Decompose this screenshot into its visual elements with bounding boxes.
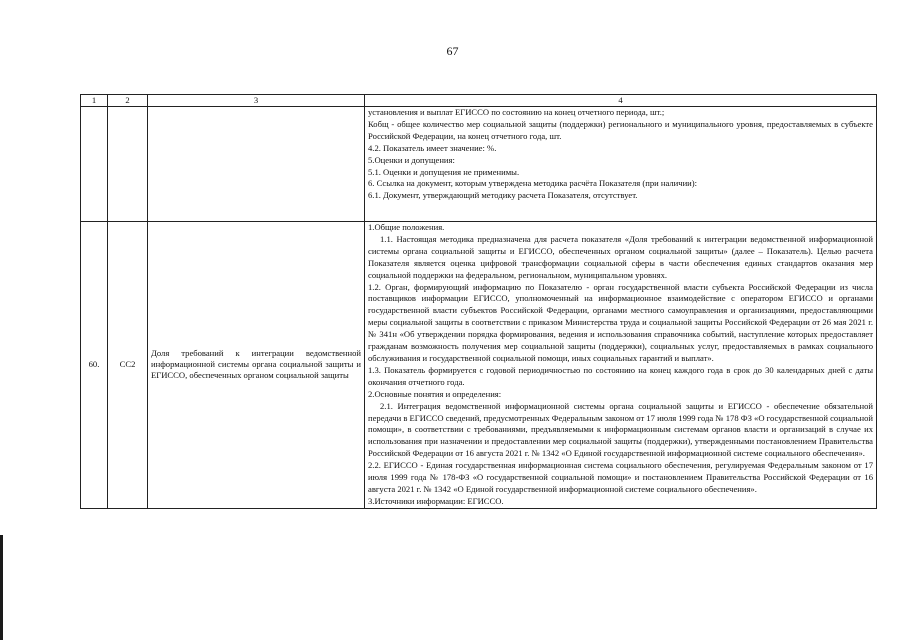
- empty-cell: [81, 107, 108, 222]
- header-cell-1: 1: [81, 95, 108, 107]
- paragraph: 2.1. Интеграция ведомственной информационной системы органа социальной защиты и ЕГИССО - обеспечение обязательной передачи в ЕГИССО сведений, предусмотренных Федеральным законом от 17 июля 1999 года № 178 ФЗ «О государственной социальной помощи», в соответствии с требованиями, предъявляемыми к информационным системам органов власти и организаций в случае их использования при назначении и предоставлении мер социальной защиты (поддержки), утвержденными постановлением Правительства Российской Федерации от 16 августа 2021 г. № 1342 «О Единой государственной информационной системе социального обеспечения».: [368, 400, 873, 459]
- table-row-continuation: [81, 107, 877, 222]
- paragraph: 5.1. Оценки и допущения не применимы.: [368, 166, 520, 177]
- table-header-row: [81, 95, 877, 107]
- empty-cell: [148, 107, 365, 222]
- paragraph: 1.1. Настоящая методика предназначена для расчета показателя «Доля требований к интеграции ведомственной информационной системы органа социальной защиты и ЕГИССО, обеспеченных органом социальной защиты» (далее – Показатель). Целью расчета Показателя является оценка цифровой трансформации социальной сферы в части обеспечения единых стандартов оказания мер социальной поддержки на федеральном, региональном, муниципальном уровнях.: [368, 233, 873, 280]
- paragraph: 6.1. Документ, утверждающий методику расчета Показателя, отсутствует.: [368, 190, 638, 201]
- paragraph: 4.2. Показатель имеет значение: %.: [368, 142, 497, 153]
- header-cell-4: 4: [365, 95, 877, 107]
- paragraph: 6. Ссылка на документ, которым утверждена методика расчёта Показателя (при наличии):: [368, 178, 698, 189]
- row-number: 60.: [81, 222, 108, 509]
- paragraph: 1.3. Показатель формируется с годовой периодичностью по состоянию на конец каждого года в срок до 30 календарных дней с даты окончания отчетного года.: [368, 364, 873, 387]
- scan-edge-shadow: [0, 535, 3, 640]
- paragraph: 5.Оценки и допущения:: [368, 154, 455, 165]
- section-heading: 2.Основные понятия и определения:: [368, 388, 502, 399]
- methodology-cell: [365, 222, 877, 509]
- header-cell-2: 2: [108, 95, 148, 107]
- indicator-code: СС2: [108, 222, 148, 509]
- methodology-cell: [365, 107, 877, 222]
- section-heading: 1.Общие положения.: [368, 222, 445, 232]
- section-heading: 3.Источники информации: ЕГИССО.: [368, 495, 504, 506]
- paragraph: Кобщ - общее количество мер социальной защиты (поддержки) регионального и муниципального уровня, предоставляемых в субъекте Российской Федерации, на конец отчетного года, шт.: [368, 118, 873, 141]
- paragraph: 2.2. ЕГИССО - Единая государственная информационная система социального обеспечения, регулируемая Федеральным законом от 17 июля 1999 года № 178-ФЗ «О государственной социальной помощи» и постановлением Правительства Российской Федерации от 16 августа 2021 г. № 1342 «О Единой государственной информационной системе социального обеспечения».: [368, 460, 873, 494]
- header-cell-3: 3: [148, 95, 365, 107]
- paragraph: 1.2. Орган, формирующий информацию по Показателю - орган государственной власти субъекта Российской Федерации из числа поставщиков информации ЕГИССО, уполномоченный на информационное взаимодействие с оператором ЕГИССО и органами государственной власти субъектов Российской Федерации, органами местного самоуправления и организациями, предоставляющими меры социальной защиты в соответствии с приказом Министерства труда и социальной защиты Российской Федерации от 26 мая 2021 г. № 341н «Об утверждении порядка формирования, ведения и использования справочника событий, наступление которых предоставляет гражданам возможность получения мер социальной защиты (поддержки), социальных услуг, предоставляемых в рамках социального обслуживания и государственной социальной помощи, иных социальных гарантий и выплат».: [368, 281, 873, 363]
- empty-cell: [108, 107, 148, 222]
- page-number: 67: [446, 44, 459, 58]
- table-row-60: [81, 222, 877, 509]
- indicator-table: [80, 94, 877, 509]
- paragraph: установления и выплат ЕГИССО по состоянию на конец отчетного периода, шт.;: [368, 107, 665, 117]
- indicator-name: Доля требований к интеграции ведомственной информационной системы органа социальной защиты и ЕГИССО, обеспеченных органом социальной защиты: [148, 222, 365, 509]
